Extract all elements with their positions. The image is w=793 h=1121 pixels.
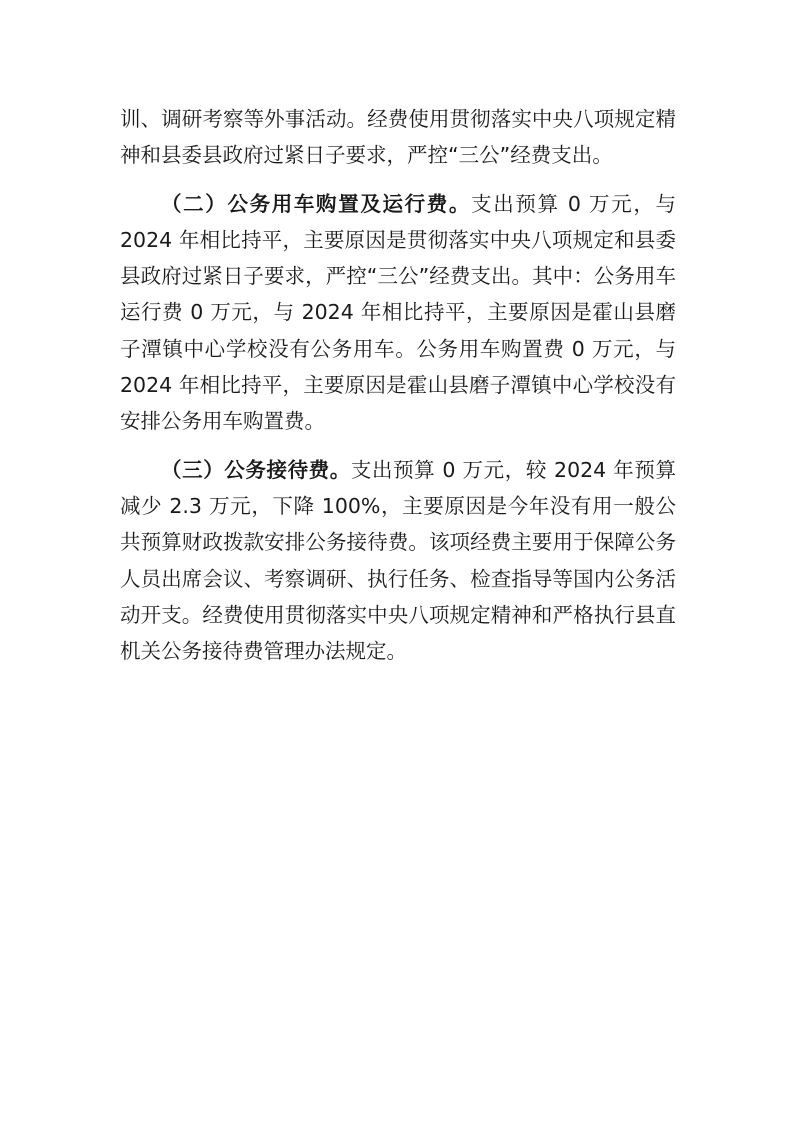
section-heading-reception: （三）公务接待费。 bbox=[161, 457, 351, 482]
paragraph-text: 支出预算 0 万元，较 2024 年预算减少 2.3 万元，下降 100%，主要原因是今年没有用一般公共预算财政拨款安排公务接待费。该项经费主要用于保障公务人员出席会议、考察调研、执行任务、检查指导等国内公务活动开支。经费使用贯彻落实中央八项规定精神和严格执行县直机关公务接待费管理办法规定。 bbox=[120, 457, 677, 664]
paragraph-official-vehicles bbox=[120, 186, 676, 440]
paragraph-continuation bbox=[120, 101, 676, 174]
paragraph-official-reception bbox=[120, 452, 676, 670]
paragraph-text: 支出预算 0 万元，与 2024 年相比持平，主要原因是贯彻落实中央八项规定和县委县政府过紧日子要求，严控“三公”经费支出。其中：公务用车运行费 0 万元，与 2024 年相比持平，主要原因是霍山县磨子潭镇中心学校没有公务用车。公务用车购置费 0 万元，与 2024 年相比持平，主要原因是霍山县磨子潭镇中心学校没有安排公务用车购置费。 bbox=[120, 191, 677, 434]
paragraph-text: 训、调研考察等外事活动。经费使用贯彻落实中央八项规定精神和县委县政府过紧日子要求，严控“三公”经费支出。 bbox=[120, 107, 676, 168]
document-body bbox=[120, 101, 676, 669]
section-heading-vehicles: （二）公务用车购置及运行费。 bbox=[161, 191, 472, 216]
